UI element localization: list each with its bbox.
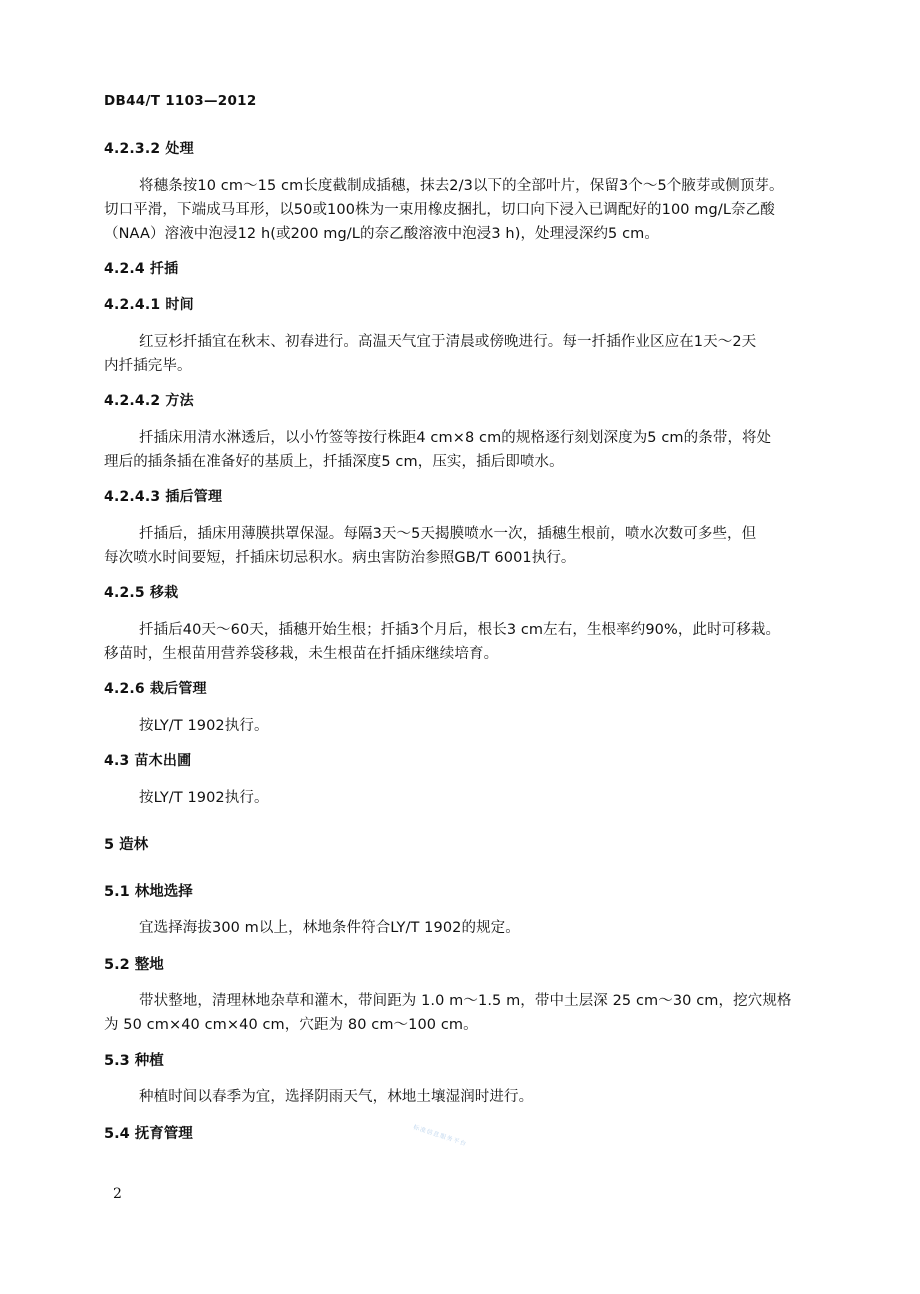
paragraph-line: 带状整地，清理林地杂草和灌木，带间距为 1.0 m～1.5 m，带中土层深 25 cm～30 cm，挖穴规格 bbox=[139, 993, 792, 1009]
paragraph-line: 扦插后，插床用薄膜拱罩保湿。每隔3天～5天揭膜喷水一次，插穗生根前，喷水次数可多些，但 bbox=[139, 526, 757, 542]
heading-5-4: 5.4 抚育管理 bbox=[104, 1126, 193, 1142]
paragraph-line: 每次喷水时间要短，扦插床切忌积水。病虫害防治参照GB/T 6001执行。 bbox=[104, 550, 576, 566]
paragraph-line: 切口平滑，下端成马耳形，以50或100株为一束用橡皮捆扎，切口向下浸入已调配好的100 mg/L奈乙酸 bbox=[104, 202, 775, 218]
paragraph-line: 扦插后40天～60天，插穗开始生根；扦插3个月后，根长3 cm左右，生根率约90%，此时可移栽。 bbox=[139, 622, 781, 638]
paragraph-line: 理后的插条插在准备好的基质上，扦插深度5 cm，压实，插后即喷水。 bbox=[104, 454, 564, 470]
watermark: 标准信息服务平台 bbox=[412, 1123, 468, 1148]
paragraph-line: 按LY/T 1902执行。 bbox=[139, 790, 269, 806]
paragraph-line: 宜选择海拔300 m以上，林地条件符合LY/T 1902的规定。 bbox=[139, 920, 520, 936]
document-code-header: DB44/T 1103—2012 bbox=[104, 93, 257, 109]
heading-4-2-5: 4.2.5 移栽 bbox=[104, 585, 179, 601]
heading-4-2-4: 4.2.4 扦插 bbox=[104, 261, 179, 277]
heading-5: 5 造林 bbox=[104, 837, 149, 853]
heading-5-2: 5.2 整地 bbox=[104, 957, 164, 973]
heading-4-2-4-3: 4.2.4.3 插后管理 bbox=[104, 489, 223, 505]
paragraph-line: 将穗条按10 cm～15 cm长度截制成插穗，抹去2/3以下的全部叶片，保留3个～5个腋芽或侧顶芽。 bbox=[139, 178, 784, 194]
paragraph-line: 移苗时，生根苗用营养袋移栽，未生根苗在扦插床继续培育。 bbox=[104, 646, 499, 662]
paragraph-line: 按LY/T 1902执行。 bbox=[139, 718, 269, 734]
page-number: 2 bbox=[113, 1186, 122, 1202]
paragraph-line: 为 50 cm×40 cm×40 cm，穴距为 80 cm～100 cm。 bbox=[104, 1017, 478, 1033]
heading-4-2-3-2: 4.2.3.2 处理 bbox=[104, 141, 194, 157]
heading-4-2-4-2: 4.2.4.2 方法 bbox=[104, 393, 194, 409]
paragraph-line: 红豆杉扦插宜在秋末、初春进行。高温天气宜于清晨或傍晚进行。每一扦插作业区应在1天～2天 bbox=[139, 334, 757, 350]
heading-5-3: 5.3 种植 bbox=[104, 1053, 164, 1069]
paragraph-line: 内扦插完毕。 bbox=[104, 358, 192, 374]
paragraph-line: （NAA）溶液中泡浸12 h(或200 mg/L的奈乙酸溶液中泡浸3 h)，处理浸深约5 cm。 bbox=[104, 226, 659, 242]
heading-5-1: 5.1 林地选择 bbox=[104, 884, 193, 900]
paragraph-line: 扦插床用清水淋透后，以小竹签等按行株距4 cm×8 cm的规格逐行刻划深度为5 cm的条带，将处 bbox=[139, 430, 772, 446]
paragraph-line: 种植时间以春季为宜，选择阴雨天气，林地土壤湿润时进行。 bbox=[139, 1089, 534, 1105]
heading-4-2-4-1: 4.2.4.1 时间 bbox=[104, 297, 194, 313]
heading-4-2-6: 4.2.6 栽后管理 bbox=[104, 681, 207, 697]
heading-4-3: 4.3 苗木出圃 bbox=[104, 753, 192, 769]
